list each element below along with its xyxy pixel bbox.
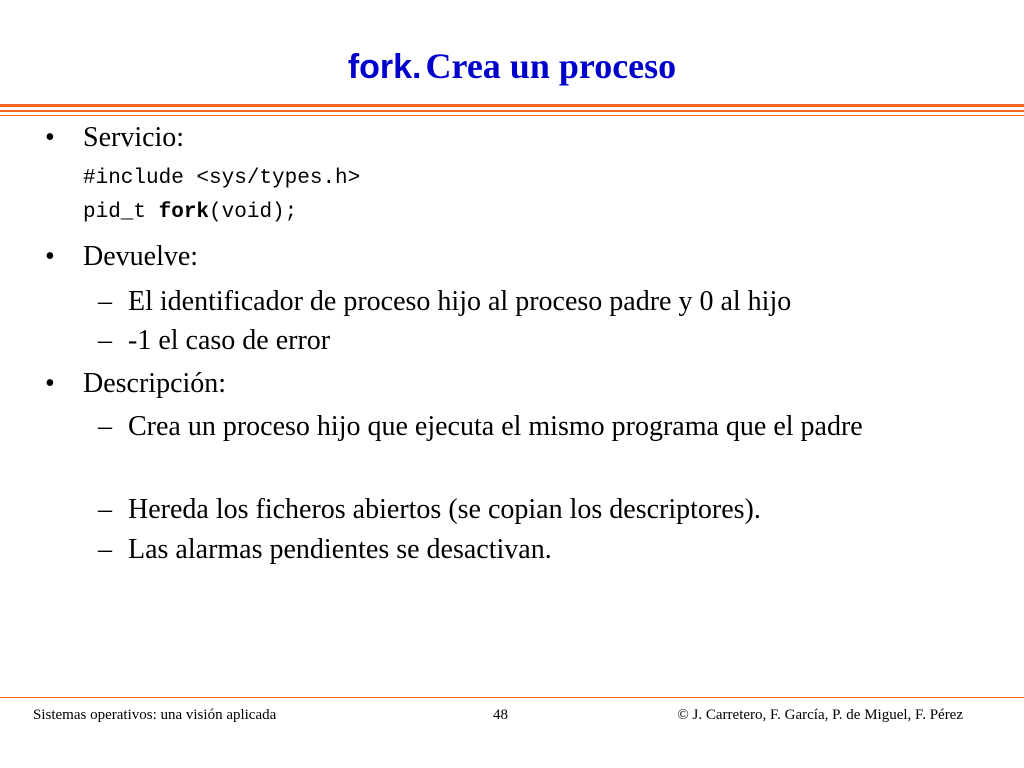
title-code: fork.	[347, 48, 422, 86]
footer-rule	[0, 697, 1024, 698]
code-suffix: (void);	[209, 201, 298, 224]
bullet-marker: •	[45, 122, 55, 153]
bullet-marker: •	[45, 368, 55, 399]
footer-copyright: © J. Carretero, F. García, P. de Miguel, F. Pérez	[677, 707, 963, 723]
bullet-marker: •	[45, 241, 55, 272]
sub-item-text: Hereda los ficheros abiertos (se copian los descriptores).	[128, 494, 761, 525]
sub-item-text: -1 el caso de error	[128, 325, 331, 356]
sub-item	[98, 324, 958, 358]
sub-item	[98, 410, 928, 444]
bullet-label: Servicio:	[83, 122, 185, 153]
footer-page-number: 48	[493, 707, 508, 723]
sub-item-text: El identificador de proceso hijo al proceso padre y 0 al hijo	[128, 286, 792, 317]
bullet-label: Descripción:	[83, 368, 227, 399]
title-text: Crea un proceso	[425, 46, 677, 86]
code-function-name: fork	[158, 201, 210, 224]
dash-marker: –	[98, 325, 112, 356]
dash-marker: –	[98, 494, 112, 525]
dash-marker: –	[98, 411, 112, 442]
sub-item	[98, 533, 958, 567]
bullet-label: Devuelve:	[83, 241, 199, 272]
sub-item-text: Las alarmas pendientes se desactivan.	[128, 534, 552, 565]
sub-item	[98, 493, 958, 527]
footer-book-title: Sistemas operativos: una visión aplicada	[33, 707, 277, 723]
sub-item	[98, 285, 958, 319]
code-line-include: #include <sys/types.h>	[83, 167, 361, 190]
dash-marker: –	[98, 286, 112, 317]
code-line-signature	[83, 202, 297, 223]
code-prefix: pid_t	[83, 201, 159, 224]
sub-item-text: Crea un proceso hijo que ejecuta el mismo programa que el padre	[128, 411, 863, 442]
dash-marker: –	[98, 534, 112, 565]
